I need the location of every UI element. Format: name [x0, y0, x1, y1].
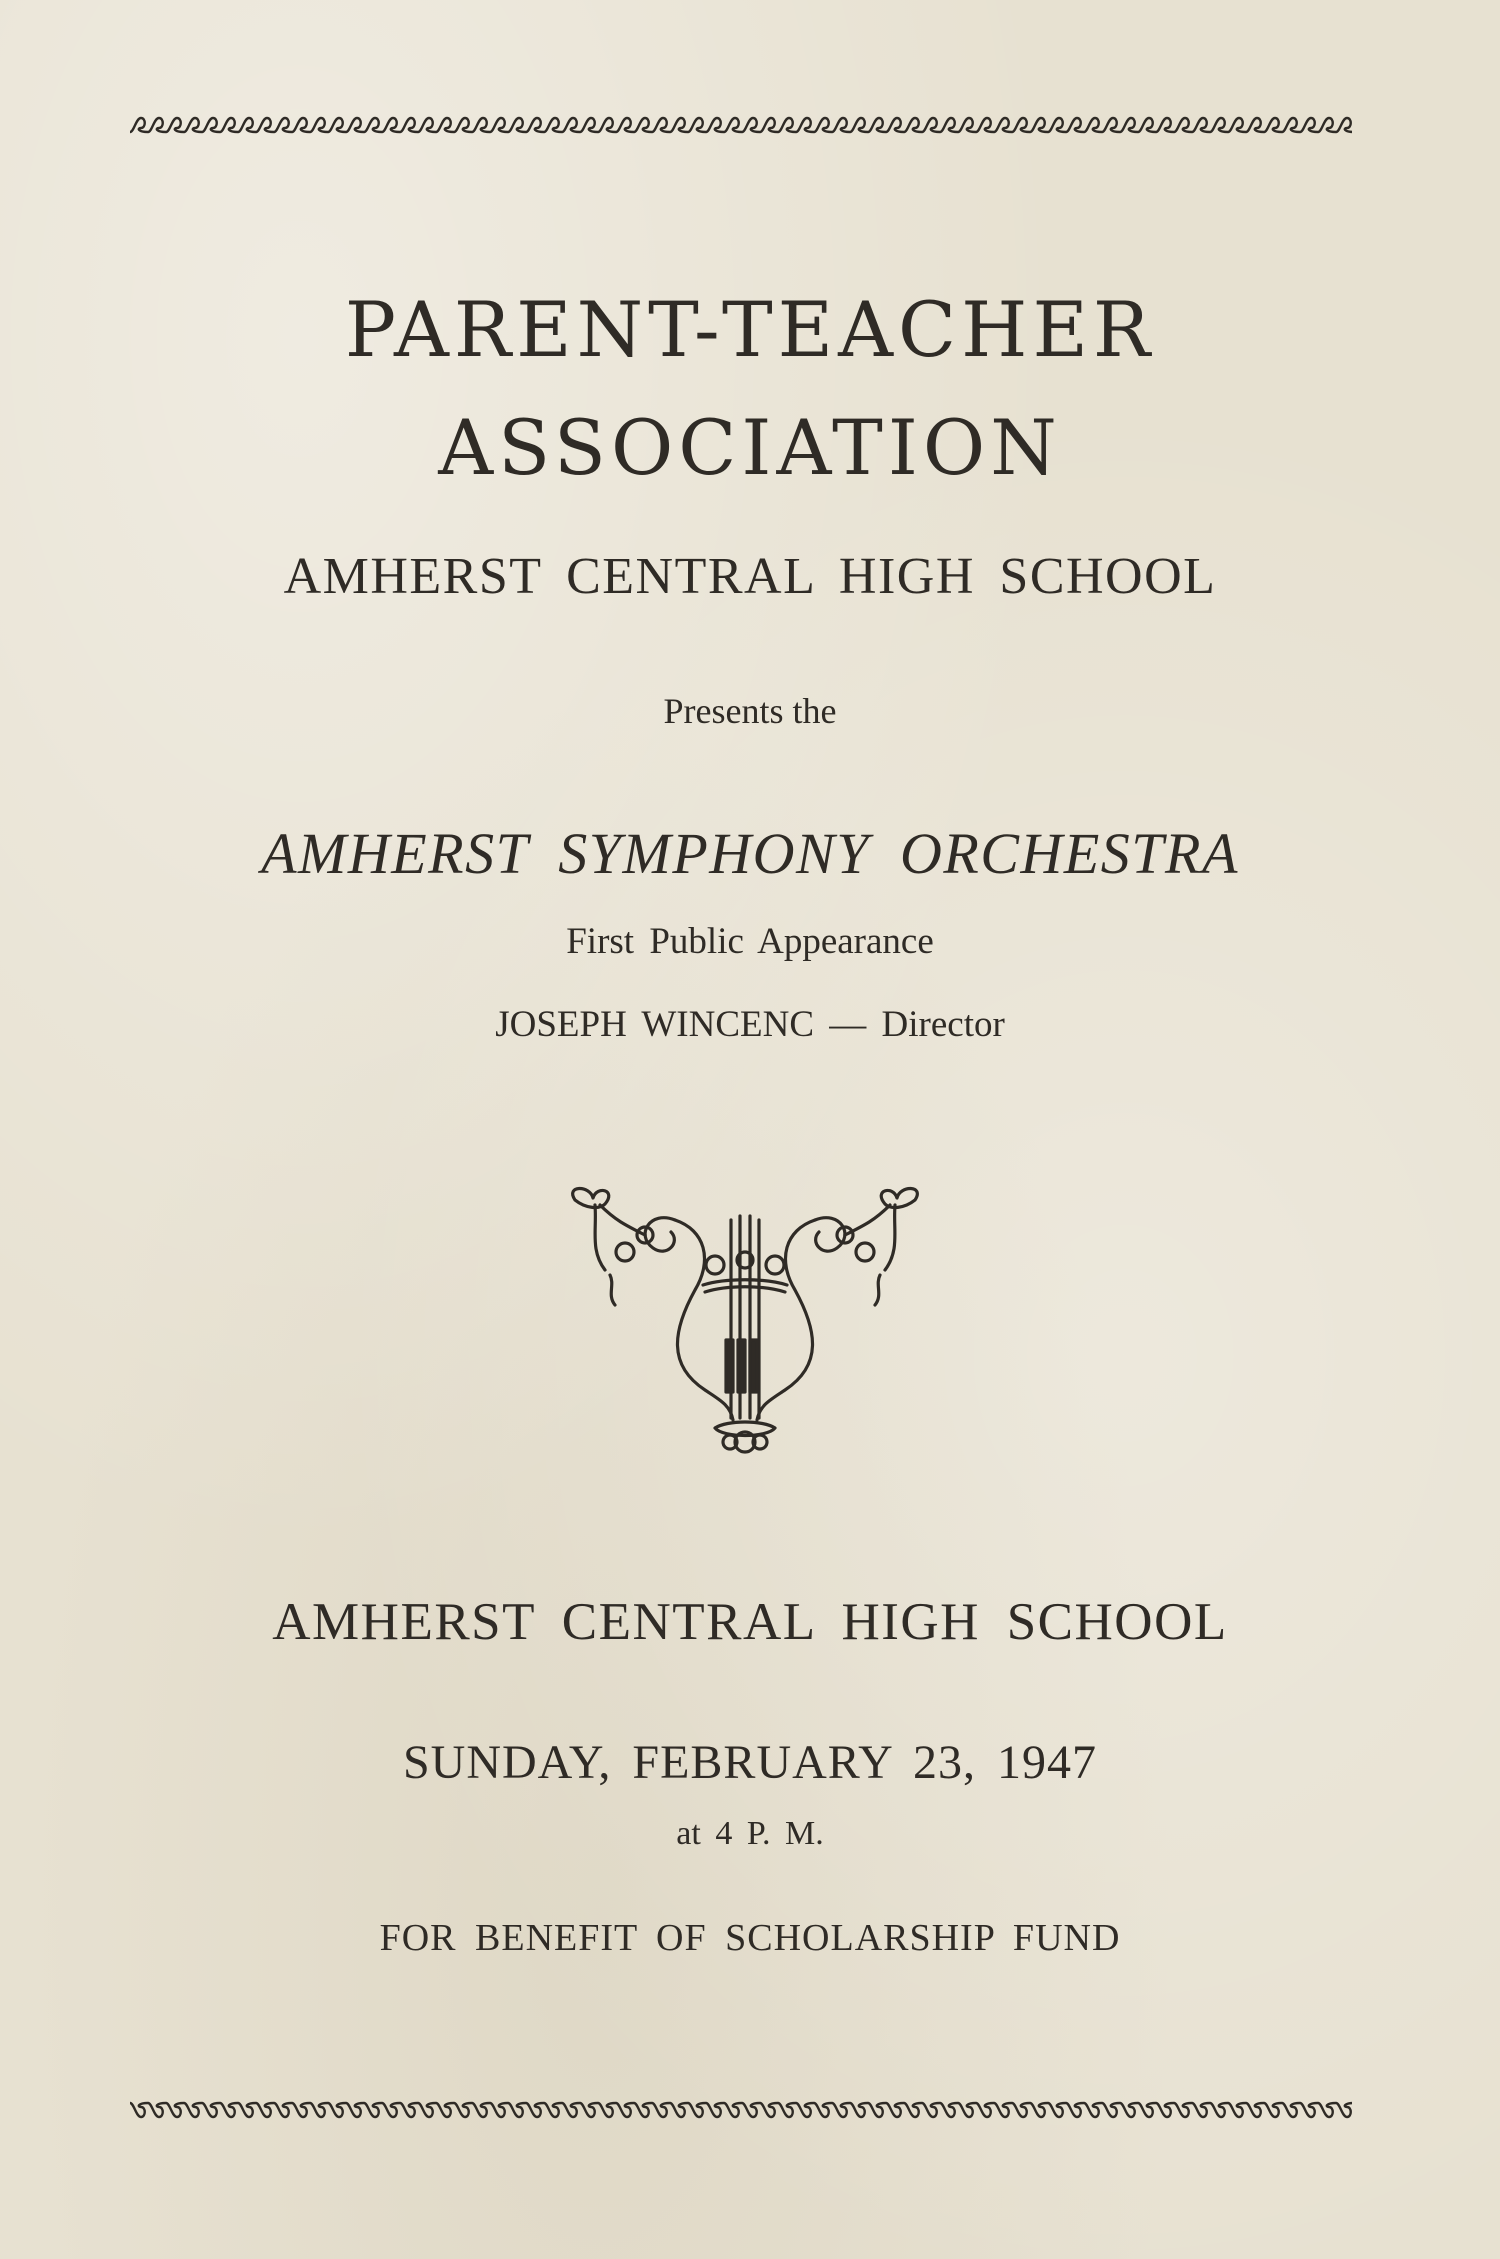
heading-line-2: ASSOCIATION	[438, 403, 1062, 492]
appearance-text: First Public Appearance	[566, 921, 934, 962]
lyre-icon	[555, 1180, 935, 1455]
school-name: AMHERST CENTRAL HIGH SCHOOL	[283, 548, 1217, 605]
top-border-ornament	[130, 110, 1352, 140]
venue-name: AMHERST CENTRAL HIGH SCHOOL	[272, 1593, 1228, 1651]
director-line: JOSEPH WINCENC — Director	[495, 1004, 1005, 1045]
event-date: SUNDAY, FEBRUARY 23, 1947	[402, 1736, 1098, 1789]
presents-text: Presents the	[663, 691, 837, 731]
heading-line-1: PARENT-TEACHER	[344, 285, 1156, 374]
event-time: at 4 P. M.	[676, 1815, 824, 1852]
bottom-border-ornament	[130, 2095, 1352, 2125]
orchestra-name: AMHERST SYMPHONY ORCHESTRA	[261, 821, 1239, 886]
benefit-text: FOR BENEFIT OF SCHOLARSHIP FUND	[379, 1917, 1121, 1959]
